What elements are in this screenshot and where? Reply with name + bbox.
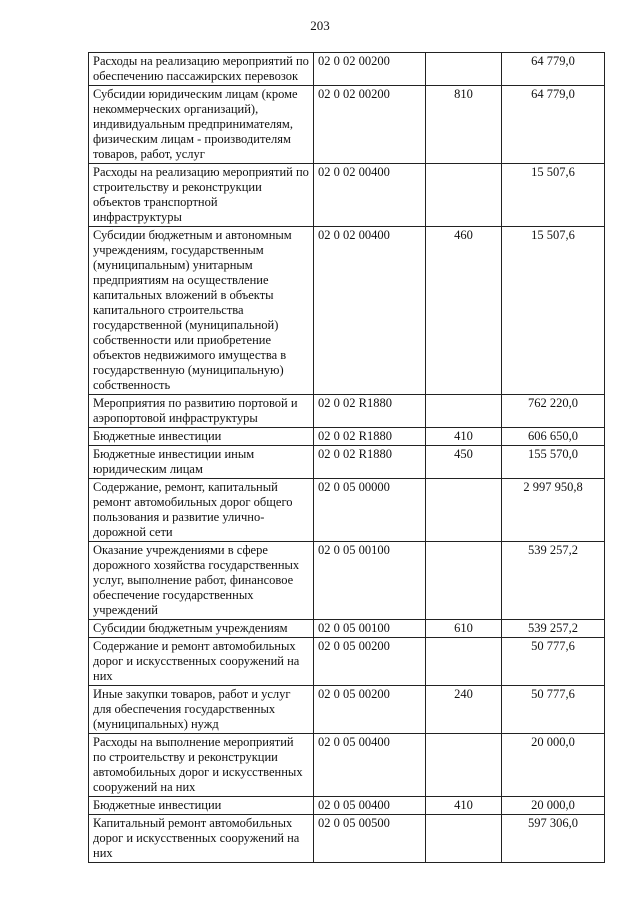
row-code-cell: 02 0 02 R1880: [314, 395, 426, 428]
row-name-cell: Оказание учреждениями в сфере дорожного хозяйства государственных услуг, выполнение работ, финансовое обеспечение государственных учреждений: [89, 542, 314, 620]
row-name-cell: Мероприятия по развитию портовой и аэропортовой инфраструктуры: [89, 395, 314, 428]
row-code-cell: 02 0 05 00100: [314, 620, 426, 638]
row-name-cell: Расходы на выполнение мероприятий по строительству и реконструкции автомобильных дорог и искусственных сооружений на них: [89, 734, 314, 797]
table-row: [89, 638, 605, 686]
budget-table: [88, 52, 605, 863]
row-code-cell: 02 0 02 00200: [314, 86, 426, 164]
table-row: [89, 428, 605, 446]
row-type-cell: [426, 638, 502, 686]
row-sum-cell: 64 779,0: [502, 86, 605, 164]
row-sum-cell: 539 257,2: [502, 542, 605, 620]
row-sum-cell: 762 220,0: [502, 395, 605, 428]
row-type-cell: [426, 395, 502, 428]
row-type-cell: 450: [426, 446, 502, 479]
row-type-cell: 810: [426, 86, 502, 164]
row-name-cell: Капитальный ремонт автомобильных дорог и искусственных сооружений на них: [89, 815, 314, 863]
row-sum-cell: 15 507,6: [502, 227, 605, 395]
row-sum-cell: 606 650,0: [502, 428, 605, 446]
row-sum-cell: 20 000,0: [502, 734, 605, 797]
table-row: [89, 479, 605, 542]
row-sum-cell: 597 306,0: [502, 815, 605, 863]
table-row: [89, 815, 605, 863]
row-sum-cell: 2 997 950,8: [502, 479, 605, 542]
table-row: [89, 734, 605, 797]
row-name-cell: Бюджетные инвестиции: [89, 797, 314, 815]
row-code-cell: 02 0 02 R1880: [314, 428, 426, 446]
table-row: [89, 620, 605, 638]
table-row: [89, 446, 605, 479]
row-code-cell: 02 0 05 00400: [314, 797, 426, 815]
row-code-cell: 02 0 05 00500: [314, 815, 426, 863]
table-row: [89, 86, 605, 164]
row-type-cell: 610: [426, 620, 502, 638]
table-row: [89, 164, 605, 227]
row-code-cell: 02 0 05 00000: [314, 479, 426, 542]
row-sum-cell: 155 570,0: [502, 446, 605, 479]
row-sum-cell: 20 000,0: [502, 797, 605, 815]
row-type-cell: 410: [426, 428, 502, 446]
row-code-cell: 02 0 02 R1880: [314, 446, 426, 479]
table-row: [89, 542, 605, 620]
table-row: [89, 797, 605, 815]
row-type-cell: 460: [426, 227, 502, 395]
row-type-cell: [426, 542, 502, 620]
row-code-cell: 02 0 02 00200: [314, 53, 426, 86]
row-sum-cell: 50 777,6: [502, 686, 605, 734]
row-code-cell: 02 0 05 00200: [314, 638, 426, 686]
table-row: [89, 227, 605, 395]
row-name-cell: Бюджетные инвестиции: [89, 428, 314, 446]
row-name-cell: Расходы на реализацию мероприятий по строительству и реконструкции объектов транспортной инфраструктуры: [89, 164, 314, 227]
row-type-cell: [426, 479, 502, 542]
table-row: [89, 53, 605, 86]
budget-table-body: [89, 53, 605, 863]
row-sum-cell: 539 257,2: [502, 620, 605, 638]
row-code-cell: 02 0 05 00400: [314, 734, 426, 797]
row-name-cell: Иные закупки товаров, работ и услуг для обеспечения государственных (муниципальных) нужд: [89, 686, 314, 734]
page-number: 203: [310, 18, 330, 33]
row-code-cell: 02 0 05 00100: [314, 542, 426, 620]
row-name-cell: Субсидии бюджетным и автономным учреждениям, государственным (муниципальным) унитарным предприятиям на осуществление капитальных вложений в объекты капитального строительства государственной (муниципальной) собственности или приобретение объектов недвижимого имущества в государственную (муниципальную) собственность: [89, 227, 314, 395]
row-code-cell: 02 0 02 00400: [314, 227, 426, 395]
row-sum-cell: 50 777,6: [502, 638, 605, 686]
row-type-cell: [426, 53, 502, 86]
row-type-cell: [426, 164, 502, 227]
row-sum-cell: 15 507,6: [502, 164, 605, 227]
row-name-cell: Субсидии бюджетным учреждениям: [89, 620, 314, 638]
row-name-cell: Расходы на реализацию мероприятий по обеспечению пассажирских перевозок: [89, 53, 314, 86]
row-name-cell: Содержание, ремонт, капитальный ремонт автомобильных дорог общего пользования и развитие улично-дорожной сети: [89, 479, 314, 542]
row-type-cell: [426, 815, 502, 863]
row-sum-cell: 64 779,0: [502, 53, 605, 86]
table-row: [89, 686, 605, 734]
row-name-cell: Субсидии юридическим лицам (кроме некоммерческих организаций), индивидуальным предпринимателям, физическим лицам - производителям товаров, работ, услуг: [89, 86, 314, 164]
row-type-cell: [426, 734, 502, 797]
row-name-cell: Бюджетные инвестиции иным юридическим лицам: [89, 446, 314, 479]
row-name-cell: Содержание и ремонт автомобильных дорог и искусственных сооружений на них: [89, 638, 314, 686]
row-code-cell: 02 0 05 00200: [314, 686, 426, 734]
table-row: [89, 395, 605, 428]
row-code-cell: 02 0 02 00400: [314, 164, 426, 227]
row-type-cell: 240: [426, 686, 502, 734]
row-type-cell: 410: [426, 797, 502, 815]
